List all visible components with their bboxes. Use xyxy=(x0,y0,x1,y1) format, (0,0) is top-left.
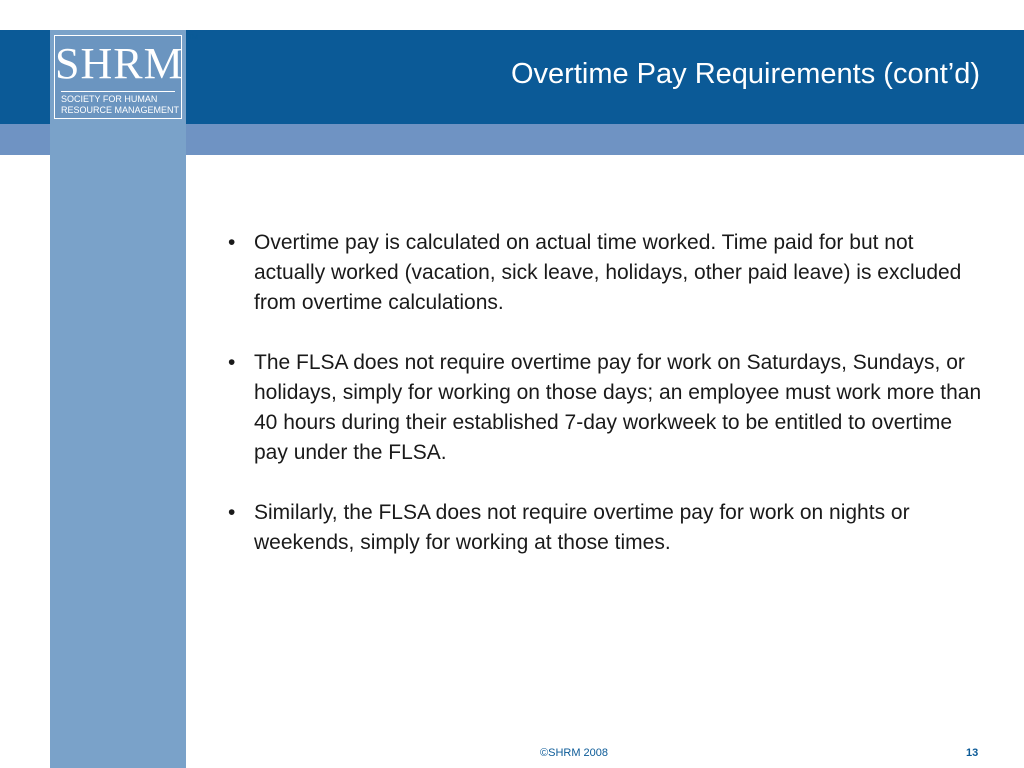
bullet-item xyxy=(216,228,986,318)
logo-tagline: SOCIETY FOR HUMAN RESOURCE MANAGEMENT xyxy=(61,94,180,115)
logo-box xyxy=(54,35,182,119)
bullet-list xyxy=(216,228,986,588)
slide-title: Overtime Pay Requirements (cont’d) xyxy=(511,58,980,90)
bullet-marker: • xyxy=(228,351,236,374)
logo-rule xyxy=(61,91,175,92)
shrm-logo xyxy=(50,30,186,124)
bullet-item xyxy=(216,498,986,558)
logo-trademark: TM xyxy=(188,34,199,41)
bullet-marker: • xyxy=(228,501,236,524)
bullet-item xyxy=(216,348,986,468)
bullet-text: Similarly, the FLSA does not require overtime pay for work on nights or weekends, simply for working at those times. xyxy=(254,501,910,554)
bullet-marker: • xyxy=(228,231,236,254)
logo-wordmark: SHRM xyxy=(55,39,184,88)
top-strip xyxy=(0,0,1024,30)
footer-copyright: ©SHRM 2008 xyxy=(540,747,609,759)
bullet-text: The FLSA does not require overtime pay for work on Saturdays, Sundays, or holidays, simply for working on those days; an employee must work more than 40 hours during their established 7-day workweek to be entitled to overtime pay under the FLSA. xyxy=(254,351,982,464)
left-column xyxy=(50,124,186,768)
bullet-text: Overtime pay is calculated on actual time worked. Time paid for but not actually worked (vacation, sick leave, holidays, other paid leave) is excluded from overtime calculations. xyxy=(254,231,962,314)
page-number: 13 xyxy=(966,747,979,759)
